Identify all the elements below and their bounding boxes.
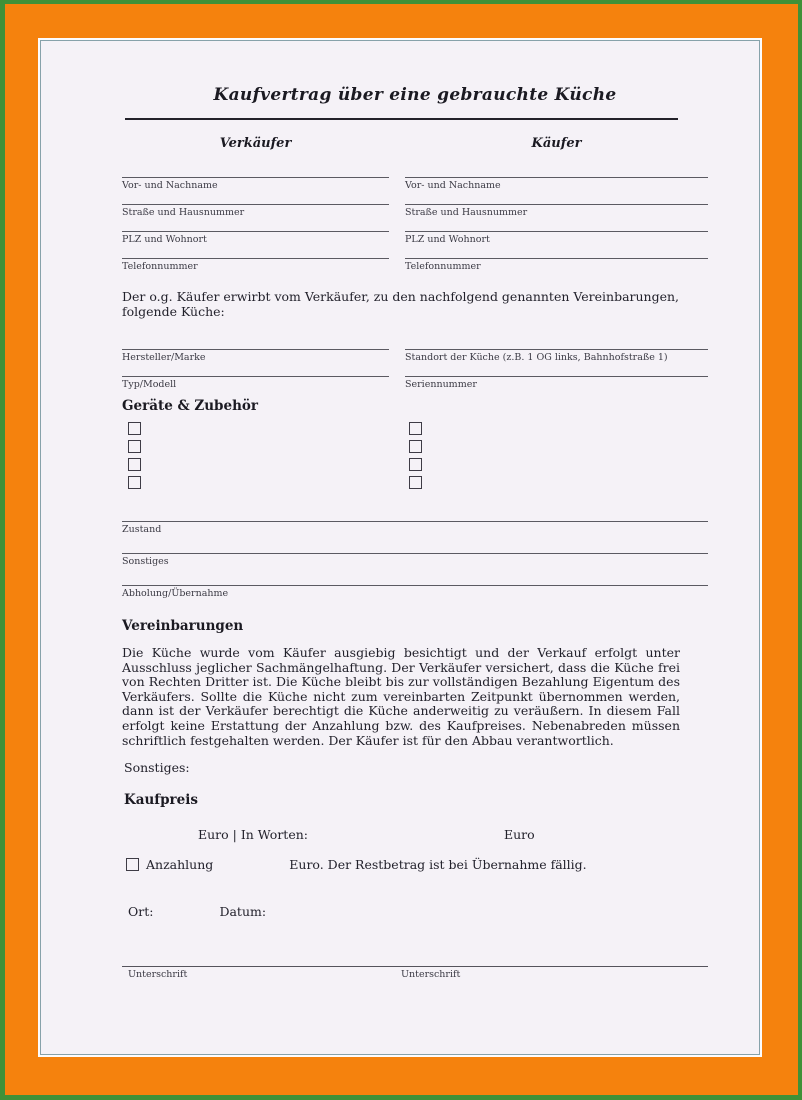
kitchen-fields-row-1: [122, 319, 708, 364]
document-title: Kaufvertrag über eine gebrauchte Küche: [213, 85, 617, 105]
seller-name-field[interactable]: Vor- und Nachname: [122, 177, 389, 192]
pickup-handover-field[interactable]: Abholung/Übernahme: [122, 585, 708, 600]
device-checkbox[interactable]: [128, 422, 141, 435]
signature-block[interactable]: [122, 966, 708, 981]
kitchen-fields-row-2: [122, 364, 708, 391]
place-label: Ort:: [128, 904, 154, 920]
buyer-name-field[interactable]: Vor- und Nachname: [405, 177, 708, 192]
party-headers: [122, 136, 708, 151]
column-gap: [389, 319, 405, 364]
seller-phone-field[interactable]: Telefonnummer: [122, 258, 389, 273]
agreements-paragraph: Die Küche wurde vom Käufer ausgiebig besichtigt und der Verkauf erfolgt unter Ausschluss jeglicher Sachmängelhaftung. Der Verkäufer versichert, dass die Küche frei von Rechten Dritter ist. Die Küche bleibt bis zur vollständigen Bezahlung Eigentum des Verkäufers. Sollte die Küche nicht zum vereinbarten Zeitpunkt übernommen werden, dann ist der Verkäufer berechtigt die Küche anderweitig zu veräußern. In diesem Fall erfolgt keine Erstattung der Anzahlung bzw. des Kaufpreises. Nebenabreden müssen schriftlich festgehalten werden. Der Käufer ist für den Abbau verantwortlich.: [122, 645, 680, 748]
seller-city-field[interactable]: PLZ und Wohnort: [122, 231, 389, 246]
place-date-row: [122, 904, 708, 919]
buyer-phone-field[interactable]: Telefonnummer: [405, 258, 708, 273]
device-checkbox[interactable]: [128, 458, 141, 471]
buyer-street-field[interactable]: Straße und Hausnummer: [405, 204, 708, 219]
deposit-remainder-text: Euro. Der Restbetrag ist bei Übernahme fällig.: [289, 857, 587, 873]
condition-field[interactable]: Zustand: [122, 521, 708, 536]
document-content: [122, 85, 708, 981]
column-gap: [389, 151, 405, 273]
type-model-field[interactable]: Typ/Modell: [122, 376, 389, 391]
price-euro-words-label: Euro | In Worten:: [198, 827, 308, 843]
miscellaneous-label: Sonstiges:: [124, 760, 190, 776]
devices-checkbox-column-left: [122, 422, 403, 494]
device-checkbox[interactable]: [409, 422, 422, 435]
deposit-checkbox[interactable]: [126, 858, 139, 871]
price-euro-label: Euro: [503, 827, 535, 843]
seller-column-header: Verkäufer: [219, 136, 292, 151]
kitchen-location-field[interactable]: Standort der Küche (z.B. 1 OG links, Bahnhofstraße 1): [405, 349, 708, 364]
intro-paragraph: Der o.g. Käufer erwirbt vom Verkäufer, zu den nachfolgend genannten Vereinbarungen, folgende Küche:: [122, 289, 680, 319]
miscellaneous-field[interactable]: Sonstiges: [122, 553, 708, 568]
buyer-city-field[interactable]: PLZ und Wohnort: [405, 231, 708, 246]
devices-checkbox-grid: [122, 422, 708, 494]
device-checkbox[interactable]: [128, 440, 141, 453]
seller-signature-label: Unterschrift: [128, 969, 188, 981]
buyer-column-header: Käufer: [531, 136, 582, 151]
agreements-heading: Vereinbarungen: [122, 618, 244, 634]
device-checkbox[interactable]: [128, 476, 141, 489]
deposit-row: [122, 857, 708, 872]
serial-number-field[interactable]: Seriennummer: [405, 376, 708, 391]
device-checkbox[interactable]: [409, 458, 422, 471]
devices-checkbox-column-right: [403, 422, 708, 494]
title-divider: [125, 118, 678, 120]
purchase-price-heading: Kaufpreis: [124, 792, 198, 809]
device-checkbox[interactable]: [409, 440, 422, 453]
deposit-label: Anzahlung: [146, 857, 214, 873]
buyer-fields-column: [405, 151, 708, 273]
price-row: [122, 827, 708, 842]
column-gap: [389, 136, 405, 151]
column-gap: [389, 364, 405, 391]
seller-street-field[interactable]: Straße und Hausnummer: [122, 204, 389, 219]
device-checkbox[interactable]: [409, 476, 422, 489]
manufacturer-field[interactable]: Hersteller/Marke: [122, 349, 389, 364]
date-label: Datum:: [219, 904, 267, 920]
party-fields: [122, 151, 708, 273]
seller-fields-column: [122, 151, 389, 273]
contract-document: [40, 40, 760, 1055]
devices-accessories-heading: Geräte & Zubehör: [122, 398, 259, 414]
buyer-signature-label: Unterschrift: [401, 969, 461, 981]
